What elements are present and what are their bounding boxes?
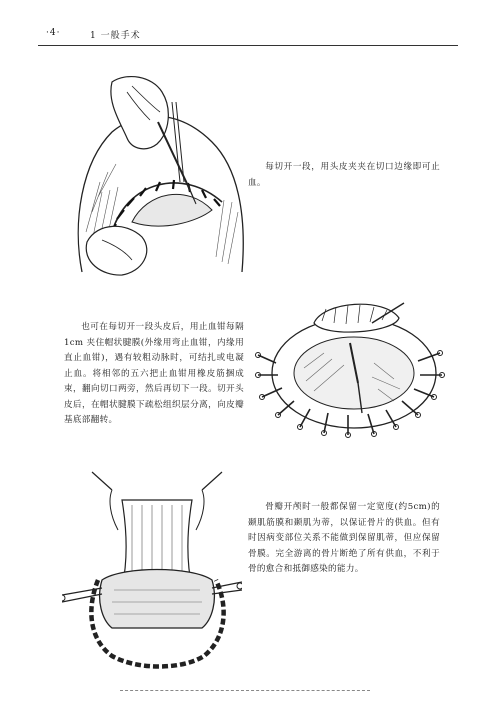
paragraph-scalp-clips: 每切开一段，用头皮夹夹在切口边缘即可止血。: [248, 162, 440, 188]
header-divider: [38, 45, 458, 46]
text-block-hemostats: [64, 320, 244, 429]
footer-divider: [120, 690, 370, 691]
hemostat-bundle-illustration: [254, 293, 454, 443]
figure-scalp-clips: [72, 72, 252, 277]
paragraph-hemostats: 也可在每切开一段头皮后，用止血钳每隔 1cm 夹住帽状腱膜(外缘用弯止血钳，内缘用直止血钳)，遇有较粗动脉时，可结扎或电凝止血。将相邻的五六把止血钳用橡皮筋捆成束，翻向切口两旁，然后再切下一段。切开头皮后，在帽状腱膜下疏松组织层分离，向皮瓣基底部翻转。: [64, 322, 244, 425]
text-block-bone-flap: [248, 500, 440, 578]
text-block-scalp-clips: [248, 160, 440, 191]
figure-hemostat-bundles: [254, 293, 454, 443]
paragraph-bone-flap: 骨瓣开颅时一般都保留一定宽度(约5cm)的颞肌筋膜和颞肌为蒂，以保证骨片的供血。但有时因病变部位关系不能做到保留肌蒂，但应保留骨膜。完全游离的骨片断绝了所有供血，不利于骨的愈合和抵御感染的能力。: [248, 502, 440, 574]
running-header: [38, 28, 458, 44]
scalp-clip-illustration: [72, 72, 252, 277]
figure-bone-flap: [62, 470, 242, 670]
bone-flap-illustration: [62, 470, 242, 670]
page-number: ·4·: [46, 28, 61, 38]
chapter-title: 1 一般手术: [90, 31, 141, 41]
